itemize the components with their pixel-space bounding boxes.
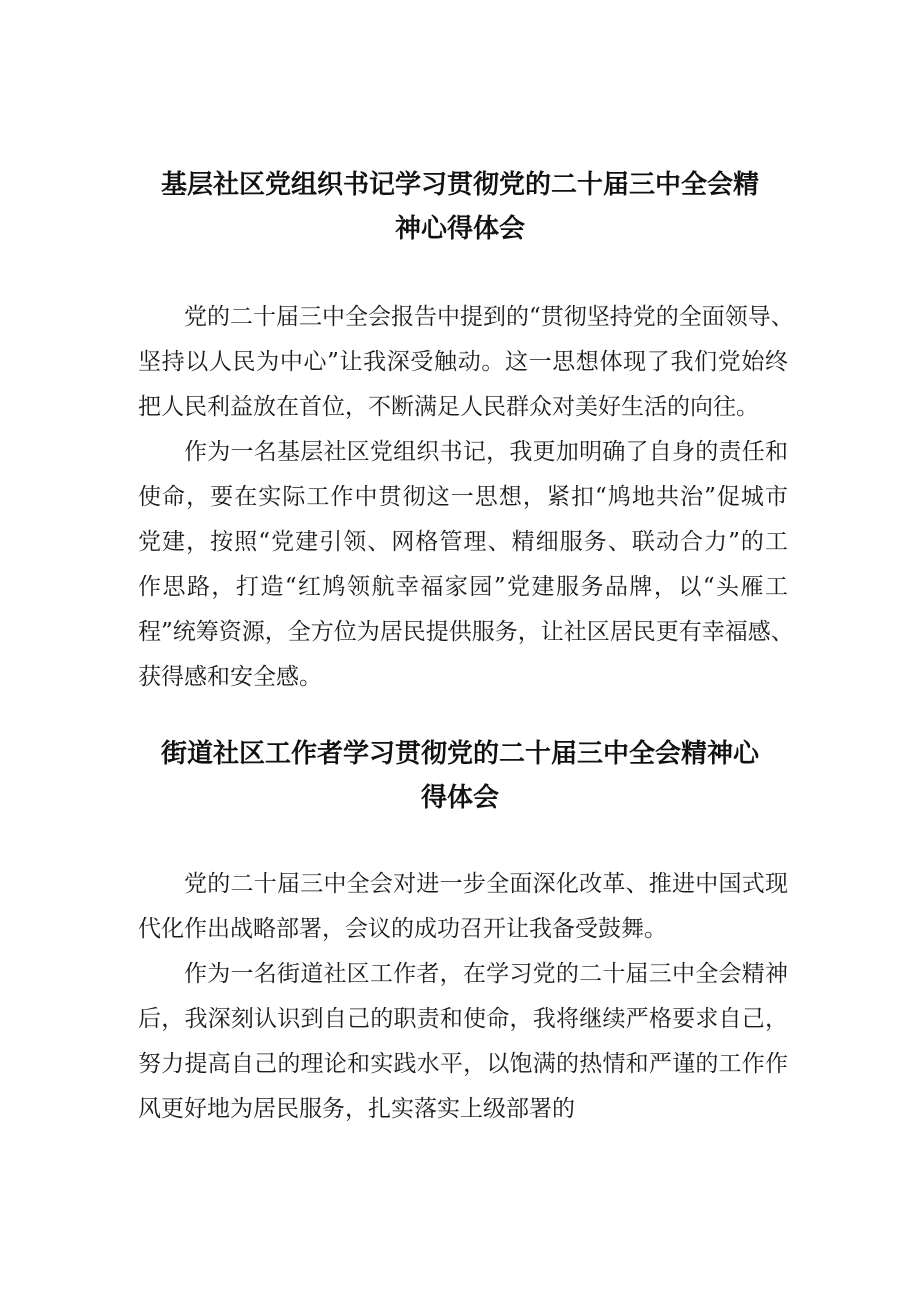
- article-2-paragraph-2: [138, 952, 788, 1132]
- paragraph-line: 作为一名街道社区工作者，在学习党的二十届三中全会精神: [184, 961, 788, 987]
- article-1-title-line-2: 神心得体会: [394, 214, 525, 244]
- paragraph-line: 风更好地为居民服务，扎实落实上级部署的: [138, 1096, 575, 1122]
- article-1-paragraph-2: [138, 430, 794, 700]
- paragraph-line: 后，我深刻认识到自己的职责和使命，我将继续严格要求自己，: [138, 1006, 788, 1032]
- paragraph-line: 使命，要在实际工作中贯彻这一思想，紧扣“鸠地共治”促城市: [138, 484, 788, 510]
- article-1-title: [130, 163, 790, 251]
- article-2-paragraph-1: [138, 862, 788, 952]
- paragraph-line: 党建，按照“党建引领、网格管理、精细服务、联动合力”的工: [138, 529, 788, 555]
- article-2-title-line-2: 得体会: [420, 783, 499, 813]
- paragraph-line: 坚持以人民为中心”让我深受触动。这一思想体现了我们党始终: [138, 349, 788, 375]
- paragraph-line: 党的二十届三中全会对进一步全面深化改革、推进中国式现: [184, 871, 788, 897]
- article-2-title: [130, 732, 790, 820]
- paragraph-line: 代化作出战略部署，会议的成功召开让我备受鼓舞。: [138, 916, 667, 942]
- paragraph-line: 程”统筹资源，全方位为居民提供服务，让社区居民更有幸福感、: [138, 619, 794, 645]
- paragraph-line: 努力提高自己的理论和实践水平，以饱满的热情和严谨的工作作: [138, 1051, 788, 1077]
- paragraph-line: 作思路，打造“红鸠领航幸福家园”党建服务品牌，以“头雁工: [138, 574, 788, 600]
- article-1-title-line-1: 基层社区党组织书记学习贯彻党的二十届三中全会精: [160, 170, 759, 200]
- paragraph-line: 获得感和安全感。: [138, 664, 322, 690]
- paragraph-line: 党的二十届三中全会报告中提到的“贯彻坚持党的全面领导、: [184, 304, 794, 330]
- article-2-title-line-1: 街道社区工作者学习贯彻党的二十届三中全会精神心: [160, 739, 759, 769]
- article-1-paragraph-1: [138, 295, 794, 430]
- paragraph-line: 作为一名基层社区党组织书记，我更加明确了自身的责任和: [184, 439, 788, 465]
- paragraph-line: 把人民利益放在首位，不断满足人民群众对美好生活的向往。: [138, 394, 759, 420]
